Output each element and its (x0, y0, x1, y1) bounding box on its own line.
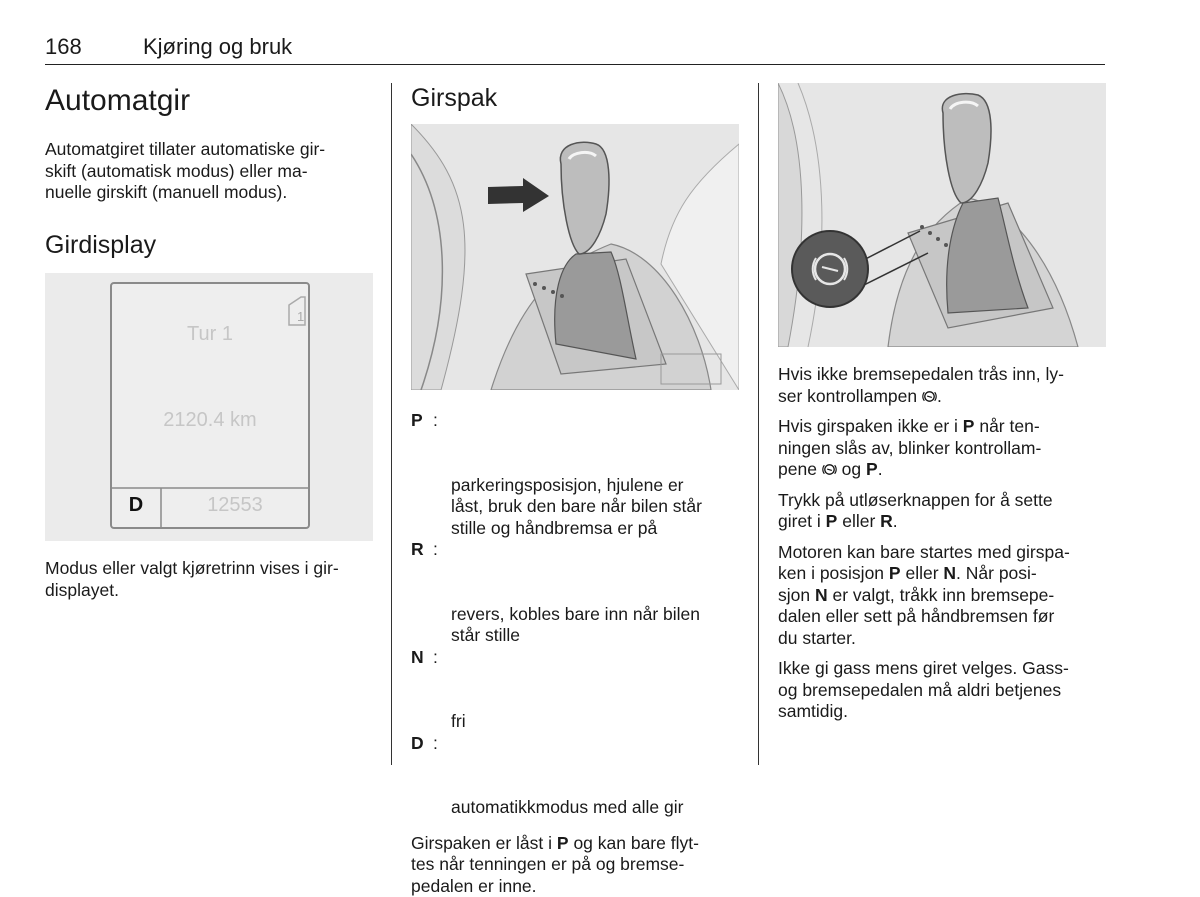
legend-key: R (411, 539, 424, 561)
gear-lever-figure (411, 124, 739, 390)
odometer: 12553 (161, 494, 309, 517)
girspak-heading: Girspak (411, 83, 741, 113)
legend-key: P (411, 410, 423, 432)
legend-text: fri (451, 711, 466, 731)
page-header (45, 34, 1105, 65)
release-button-text: Trykk på utløserknappen for å sette giret i P eller R. (778, 490, 1118, 533)
legend-key: D (411, 733, 424, 755)
trip-label: Tur 1 (111, 323, 309, 346)
release-button-illustration (778, 83, 1106, 347)
engine-start-text: Motoren kan bare startes med girspa- ken i posisjon P eller N. Når posi- sjon N er valgt, tråkk inn bremsepe- dalen eller sett på håndbremsen før du starter. (778, 542, 1118, 650)
legend-item-n: N : fri (411, 647, 751, 733)
legend-item-p: P : parkeringsposisjon, hjulene er låst, bruk den bare når bilen står stille og håndbremsa er på (411, 410, 751, 539)
warning-lamp-text: Hvis ikke bremsepedalen trås inn, ly- ser kontrollampen . (778, 364, 1118, 407)
brake-pedal-warning-icon (822, 462, 837, 477)
intro-text: Automatgiret tillater automatiske gir- skift (automatisk modus) eller ma- nuelle girskift (manuell modus). (45, 139, 375, 204)
gear-legend (411, 410, 751, 897)
trip-distance: 2120.4 km (111, 409, 309, 432)
gear-indicator: D (111, 494, 161, 517)
ignition-off-text: Hvis girspaken ikke er i P når ten- ningen slås av, blinker kontrollam- pene og P. (778, 416, 1118, 481)
column-2 (411, 83, 741, 113)
column-divider (391, 83, 392, 765)
brake-pedal-warning-icon (922, 389, 937, 404)
column-1 (45, 83, 375, 260)
legend-text: parkeringsposisjon, hjulene er låst, bruk den bare når bilen står stille og håndbremsa er på (451, 475, 702, 538)
section-title: Automatgir (45, 83, 375, 119)
column-3-text (778, 364, 1118, 723)
column-divider (758, 83, 759, 765)
gas-warning-text: Ikke gi gass mens giret velges. Gass- og bremsepedalen må aldri betjenes samtidig. (778, 658, 1118, 723)
gear-lever-illustration (411, 124, 739, 390)
gear-display-caption-block (45, 558, 375, 601)
gear-display-caption: Modus eller valgt kjøretrinn vises i gir- displayet. (45, 558, 375, 601)
brake-pedal-warning-icon (792, 231, 868, 307)
legend-text: revers, kobles bare inn når bilen står stille (451, 604, 700, 646)
chapter-title: Kjøring og bruk (143, 34, 292, 60)
lever-locked-text: Girspaken er låst i P og kan bare flyt- tes når tenningen er på og bremse- pedalen er inne. (411, 833, 751, 897)
page-number: 168 (45, 34, 82, 60)
legend-key: N (411, 647, 424, 669)
legend-item-r: R : revers, kobles bare inn når bilen står stille (411, 539, 751, 647)
release-button-figure (778, 83, 1106, 347)
release-button-arrow-icon (488, 178, 549, 212)
girdisplay-heading: Girdisplay (45, 230, 375, 260)
legend-item-d: D : automatikkmodus med alle gir (411, 733, 751, 819)
gear-display-figure (45, 273, 373, 541)
svg-text:1: 1 (297, 309, 304, 324)
legend-text: automatikkmodus med alle gir (451, 797, 683, 817)
